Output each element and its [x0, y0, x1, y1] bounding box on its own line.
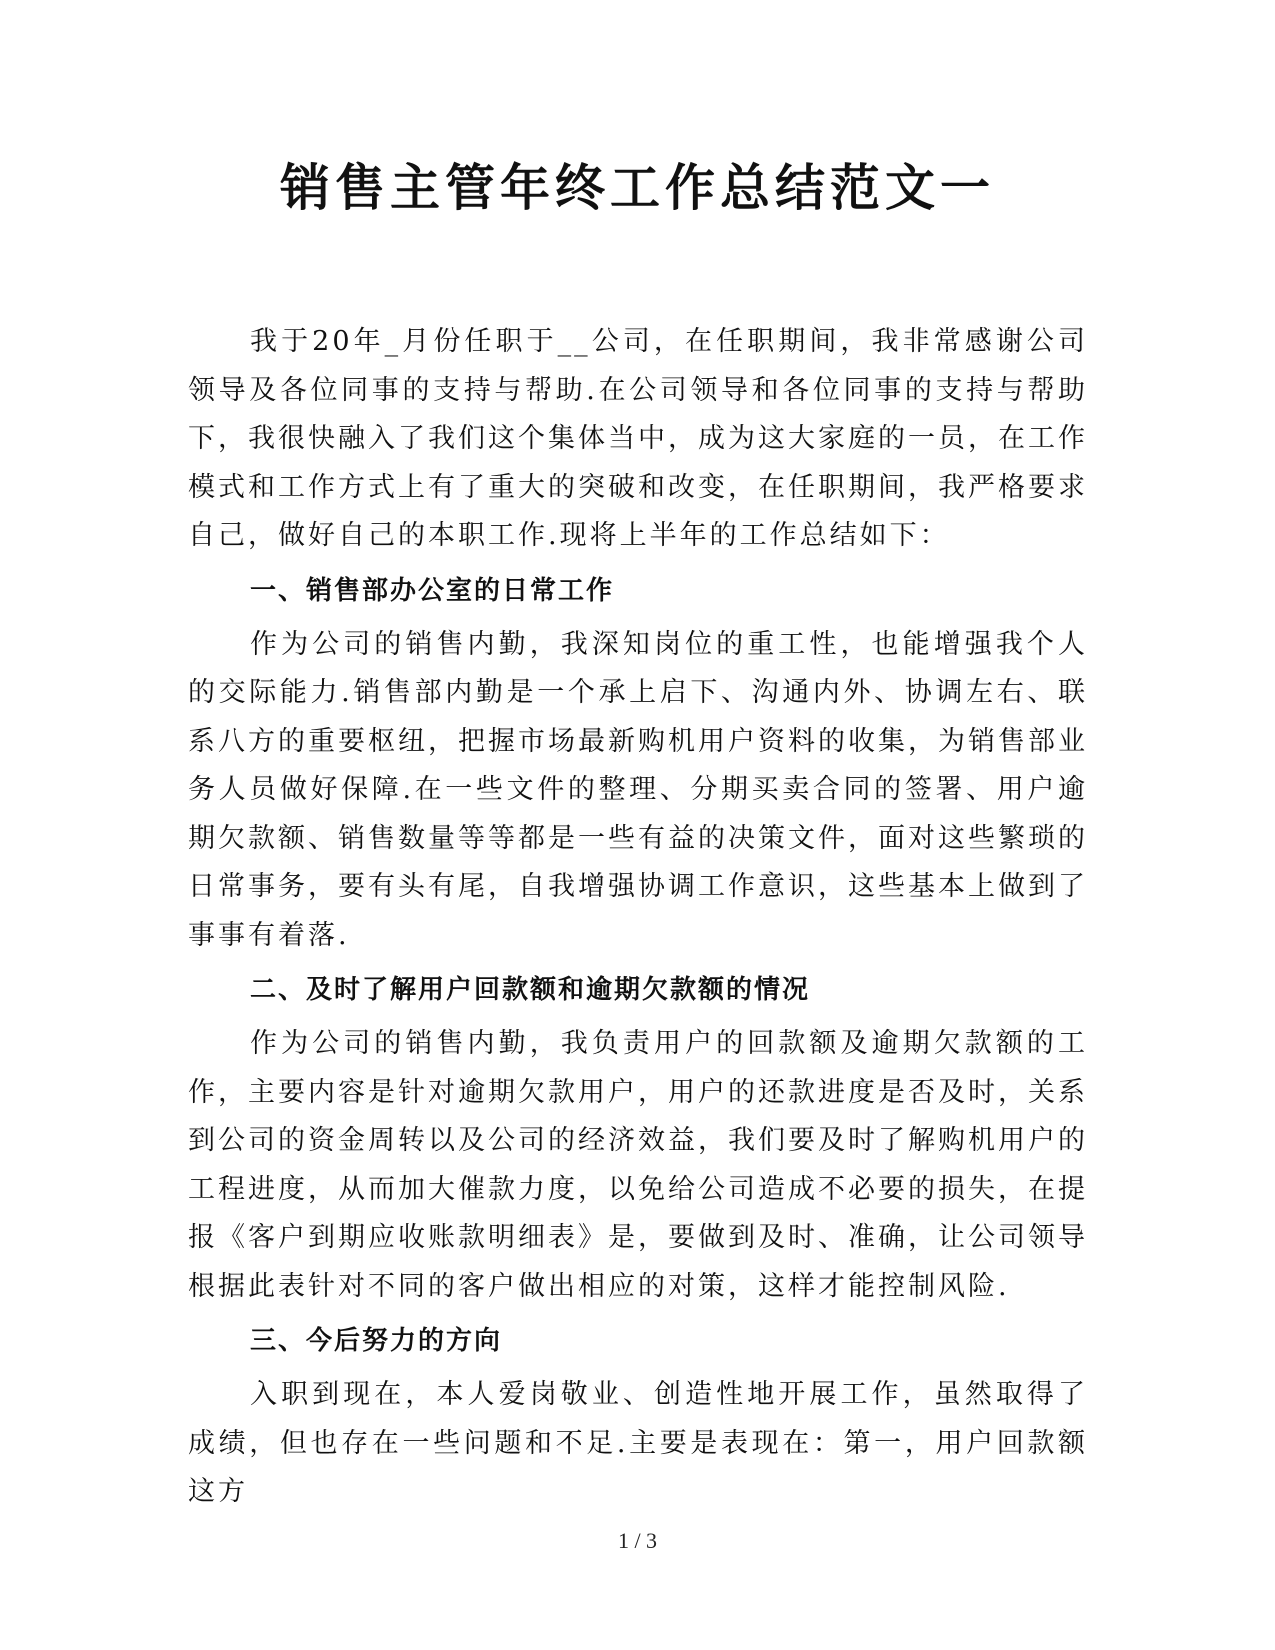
document-body [188, 318, 1088, 1517]
section-paragraph-3: 入职到现在，本人爱岗敬业、创造性地开展工作，虽然取得了成绩，但也存在一些问题和不足.主要是表现在：第一，用户回款额这方 [188, 1379, 1088, 1507]
section-paragraph-2: 作为公司的销售内勤，我负责用户的回款额及逾期欠款额的工作，主要内容是针对逾期欠款用户，用户的还款进度是否及时，关系到公司的资金周转以及公司的经济效益，我们要及时了解购机用户的工程进度，从而加大催款力度，以免给公司造成不必要的损失，在提报《客户到期应收账款明细表》是，要做到及时、准确，让公司领导根据此表针对不同的客户做出相应的对策，这样才能控制风险. [188, 1028, 1088, 1302]
document-title: 销售主管年终工作总结范文一 [280, 159, 995, 217]
section-paragraph-1: 作为公司的销售内勤，我深知岗位的重工性，也能增强我个人的交际能力.销售部内勤是一个承上启下、沟通内外、协调左右、联系八方的重要枢纽，把握市场最新购机用户资料的收集，为销售部业务人员做好保障.在一些文件的整理、分期买卖合同的签署、用户逾期欠款额、销售数量等等都是一些有益的决策文件，面对这些繁琐的日常事务，要有头有尾，自我增强协调工作意识，这些基本上做到了事事有着落. [188, 628, 1088, 951]
intro-paragraph: 我于20年_月份任职于__公司，在任职期间，我非常感谢公司领导及各位同事的支持与帮助.在公司领导和各位同事的支持与帮助下，我很快融入了我们这个集体当中，成为这大家庭的一员，在工作模式和工作方式上有了重大的突破和改变，在任职期间，我严格要求自己，做好自己的本职工作.现将上半年的工作总结如下： [188, 326, 1088, 551]
section-heading-1: 一、销售部办公室的日常工作 [250, 575, 615, 606]
page-number: 1 / 3 [617, 1528, 658, 1553]
section-heading-2: 二、及时了解用户回款额和逾期欠款额的情况 [250, 975, 811, 1005]
section-heading-3: 三、今后努力的方向 [250, 1326, 503, 1356]
